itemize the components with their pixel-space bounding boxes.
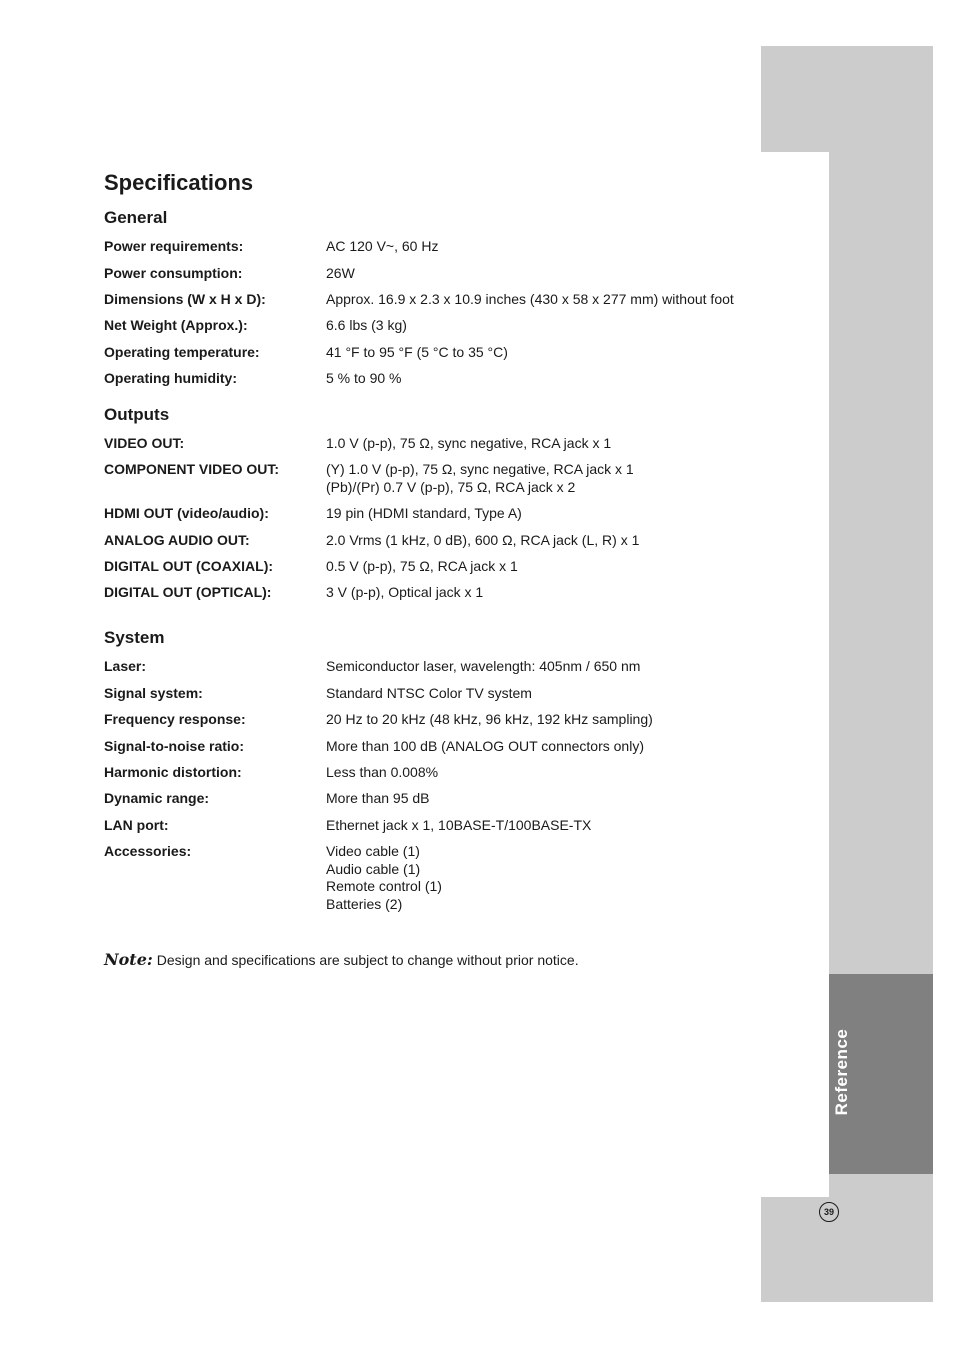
spec-value bbox=[326, 711, 653, 729]
spec-value-line: 19 pin (HDMI standard, Type A) bbox=[326, 505, 522, 521]
spec-label: Frequency response: bbox=[104, 711, 246, 727]
spec-value-line: Ethernet jack x 1, 10BASE-T/100BASE-TX bbox=[326, 817, 592, 833]
spec-value bbox=[326, 843, 442, 913]
section-title-general: General bbox=[104, 208, 168, 227]
spec-value-line: 26W bbox=[326, 265, 355, 281]
spec-label: LAN port: bbox=[104, 817, 169, 833]
spec-value bbox=[326, 317, 407, 335]
spec-value bbox=[326, 685, 532, 703]
spec-value-line: (Y) 1.0 V (p-p), 75 Ω, sync negative, RCA jack x 1 bbox=[326, 461, 634, 477]
spec-value bbox=[326, 238, 438, 256]
spec-value-line: 41 °F to 95 °F (5 °C to 35 °C) bbox=[326, 344, 508, 360]
spec-value bbox=[326, 435, 611, 453]
spec-value-line: Semiconductor laser, wavelength: 405nm / 650 nm bbox=[326, 658, 641, 674]
spec-value-line: Standard NTSC Color TV system bbox=[326, 685, 532, 701]
side-bar-middle bbox=[829, 152, 933, 974]
spec-value-line: 0.5 V (p-p), 75 Ω, RCA jack x 1 bbox=[326, 558, 518, 574]
spec-value bbox=[326, 790, 430, 808]
note-text: Design and specifications are subject to change without prior notice. bbox=[156, 952, 579, 968]
spec-value-line: More than 100 dB (ANALOG OUT connectors only) bbox=[326, 738, 644, 754]
spec-label: Dynamic range: bbox=[104, 790, 210, 806]
spec-label: Operating humidity: bbox=[104, 370, 237, 386]
spec-value-line: 20 Hz to 20 kHz (48 kHz, 96 kHz, 192 kHz sampling) bbox=[326, 711, 653, 727]
spec-value-line: 2.0 Vrms (1 kHz, 0 dB), 600 Ω, RCA jack (L, R) x 1 bbox=[326, 532, 640, 548]
spec-label: COMPONENT VIDEO OUT: bbox=[104, 461, 280, 477]
spec-label: VIDEO OUT: bbox=[104, 435, 185, 451]
spec-value bbox=[326, 370, 402, 388]
spec-label: DIGITAL OUT (OPTICAL): bbox=[104, 584, 272, 600]
spec-value bbox=[326, 584, 483, 602]
side-bar-top bbox=[761, 46, 933, 152]
spec-label: Operating temperature: bbox=[104, 344, 260, 360]
spec-value bbox=[326, 817, 591, 835]
page-title: Specifications bbox=[104, 170, 254, 195]
spec-label: Laser: bbox=[104, 658, 147, 674]
spec-label: Power requirements: bbox=[104, 238, 244, 254]
spec-value-line: Remote control (1) bbox=[326, 878, 442, 894]
spec-value-line: 6.6 lbs (3 kg) bbox=[326, 317, 407, 333]
spec-value-line: Audio cable (1) bbox=[326, 860, 421, 877]
spec-value-line: AC 120 V~, 60 Hz bbox=[326, 238, 439, 254]
spec-label: Harmonic distortion: bbox=[104, 764, 242, 780]
spec-value bbox=[326, 738, 644, 756]
spec-value bbox=[326, 265, 355, 283]
spec-value-line: Less than 0.008% bbox=[326, 764, 439, 780]
spec-value-line: More than 95 dB bbox=[326, 790, 430, 806]
side-bar-bottom bbox=[761, 1197, 933, 1302]
note-label: Note: bbox=[104, 950, 153, 969]
spec-value bbox=[326, 344, 508, 362]
spec-value-line: 3 V (p-p), Optical jack x 1 bbox=[326, 584, 484, 600]
page-number: 39 bbox=[819, 1202, 839, 1222]
spec-value-line: Batteries (2) bbox=[326, 895, 403, 912]
spec-label: DIGITAL OUT (COAXIAL): bbox=[104, 558, 274, 574]
spec-value-line: 5 % to 90 % bbox=[326, 370, 402, 386]
note bbox=[104, 950, 579, 969]
section-title-system: System bbox=[104, 628, 165, 647]
reference-tab-label: Reference bbox=[832, 1028, 851, 1116]
spec-value-line: 1.0 V (p-p), 75 Ω, sync negative, RCA jack x 1 bbox=[326, 435, 612, 451]
spec-value-line: (Pb)/(Pr) 0.7 V (p-p), 75 Ω, RCA jack x 2 bbox=[326, 478, 576, 495]
spec-value bbox=[326, 532, 639, 550]
spec-value bbox=[326, 764, 438, 782]
spec-label: Power consumption: bbox=[104, 265, 243, 281]
spec-value bbox=[326, 505, 522, 523]
spec-value bbox=[326, 461, 634, 496]
side-bar-lower bbox=[829, 1174, 933, 1197]
spec-value bbox=[326, 558, 518, 576]
spec-value bbox=[326, 291, 734, 309]
spec-label: HDMI OUT (video/audio): bbox=[104, 505, 269, 521]
spec-value-line: Video cable (1) bbox=[326, 843, 420, 859]
spec-label: Signal-to-noise ratio: bbox=[104, 738, 244, 754]
spec-value-line: Approx. 16.9 x 2.3 x 10.9 inches (430 x 58 x 277 mm) without foot bbox=[326, 291, 734, 307]
section-title-outputs: Outputs bbox=[104, 405, 170, 424]
spec-label: Net Weight (Approx.): bbox=[104, 317, 248, 333]
spec-label: ANALOG AUDIO OUT: bbox=[104, 532, 250, 548]
spec-label: Dimensions (W x H x D): bbox=[104, 291, 266, 307]
spec-value bbox=[326, 658, 640, 676]
spec-label: Signal system: bbox=[104, 685, 203, 701]
spec-label: Accessories: bbox=[104, 843, 192, 859]
